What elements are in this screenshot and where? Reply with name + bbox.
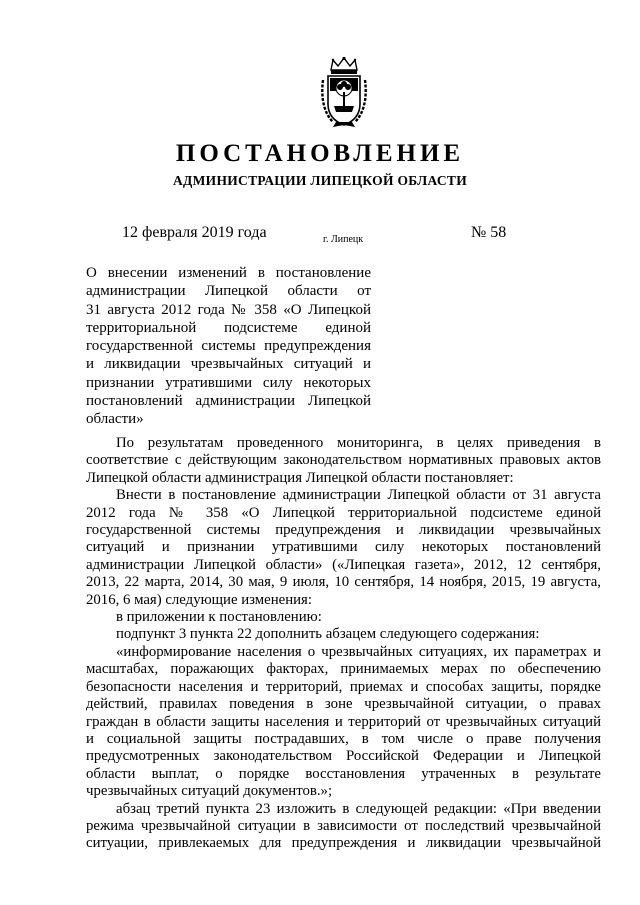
body-line: администрации Липецкой области» («Липецкая газета», 2012, 12 сентября, [86, 556, 601, 573]
body-line: режима чрезвычайной ситуации в зависимости от последствий чрезвычайной [86, 817, 601, 834]
subject-line: постановлений администрации Липецкой [86, 393, 371, 410]
document-date: 12 февраля 2019 года [122, 224, 267, 241]
body-line: Внести в постановление администрации Липецкой области от 31 августа [116, 487, 601, 504]
body-line: граждан в области защиты населения и территорий от чрезвычайных ситуаций [86, 713, 601, 730]
body-line: ситуаций и признании утратившими силу некоторых постановлений [86, 539, 601, 556]
body-line: в приложении к постановлению: [116, 609, 322, 626]
subject-line: территориальной подсистеме единой [86, 319, 371, 336]
body-line: Липецкой области администрация Липецкой области постановляет: [86, 469, 514, 486]
body-line: и социальной защиты пострадавших, в том числе о праве получения [86, 730, 601, 747]
subject-line: признании утратившими силу некоторых [86, 374, 371, 391]
body-line: ситуации, привлекаемых для предупреждения и ликвидации чрезвычайной [86, 835, 601, 852]
body-line: По результатам проведенного мониторинга, в целях приведения в [116, 435, 601, 451]
body-line: «информирование населения о чрезвычайных ситуациях, их параметрах и [116, 643, 601, 660]
body-line: подпункт 3 пункта 22 дополнить абзацем следующего содержания: [116, 626, 540, 643]
document-body [86, 435, 601, 853]
body-line: соответствие с действующим законодательством нормативных правовых актов [86, 452, 601, 469]
body-line: предусмотренных законодательством Российской Федерации и Липецкой [86, 748, 601, 765]
document-title: ПОСТАНОВЛЕНИЕ [175, 140, 465, 167]
body-line: безопасности населения и территорий, приемах и способах защиты, порядке [86, 678, 601, 695]
subject-line: О внесении изменений в постановление [86, 265, 371, 281]
subject-line: государственной системы предупреждения [86, 338, 371, 355]
issuing-authority: АДМИНИСТРАЦИИ ЛИПЕЦКОЙ ОБЛАСТИ [172, 173, 468, 188]
document-number: № 58 [471, 224, 507, 241]
subject-line: 31 августа 2012 года № 358 «О Липецкой [86, 301, 371, 318]
body-line: абзац третий пункта 23 изложить в следующей редакции: «При введении [116, 800, 601, 817]
body-line: масштабах, поражающих факторах, принимаемых мерах по обеспечению [86, 661, 601, 678]
body-line: государственной системы предупреждения и ликвидации чрезвычайных [86, 522, 601, 539]
subject-line: области» [86, 411, 144, 428]
body-line: 2016, 6 мая) следующие изменения: [86, 591, 312, 608]
body-line: области выплат, о порядке восстановления утраченных в результате [86, 765, 601, 782]
coat-of-arms-icon [319, 56, 369, 128]
document-city: г. Липецк [323, 234, 364, 245]
body-line: действий, правилах поведения в зоне чрезвычайной ситуации, о правах [86, 696, 601, 713]
subject-line: и ликвидации чрезвычайных ситуаций и [86, 356, 371, 373]
subject-line: администрации Липецкой области от [86, 283, 371, 300]
document-subject [86, 264, 371, 429]
body-line: 2012 года № 358 «О Липецкой территориальной подсистеме единой [86, 504, 601, 521]
body-line: чрезвычайных ситуаций документов.»; [86, 783, 333, 800]
body-line: 2013, 22 марта, 2014, 30 мая, 9 июля, 10 сентября, 14 ноября, 2015, 19 августа, [86, 574, 601, 591]
